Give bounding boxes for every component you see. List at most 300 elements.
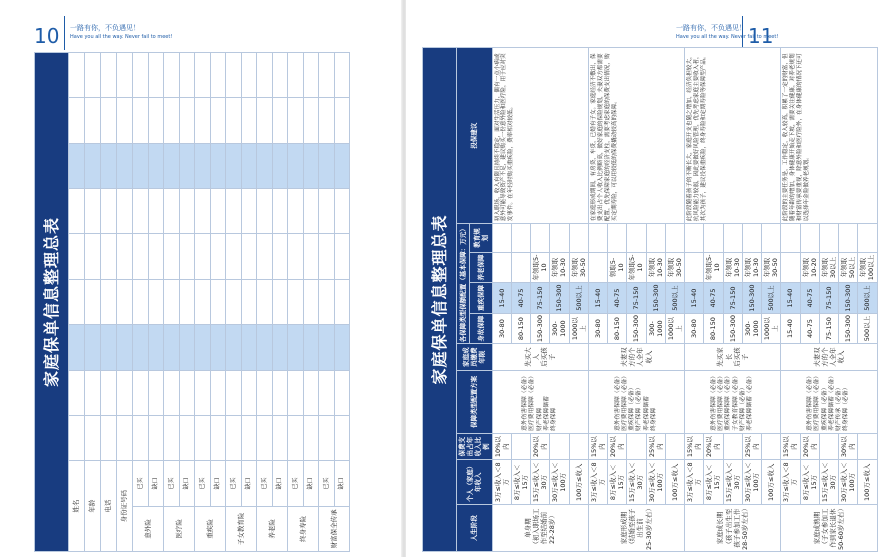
coverage-sub: 已买 [288, 461, 304, 506]
form-cell[interactable] [148, 189, 164, 234]
header-critical: 重疾保障 [470, 283, 493, 314]
critical-amount: 15-40 [588, 283, 607, 314]
form-cell[interactable] [117, 415, 133, 460]
edu-amount [569, 224, 588, 253]
budget-ratio [819, 433, 838, 459]
death-amount: 300-1000 [742, 313, 761, 344]
budget-ratio: 20%以内 [608, 433, 627, 459]
form-cell[interactable] [179, 234, 195, 279]
form-cell[interactable] [179, 98, 195, 143]
income-range: 100万≤收入 [665, 460, 684, 505]
payer-note: 夫妻双方的个人全年收入 [781, 344, 877, 370]
advice-text: 初入职场，收入有限且持续不稳定，面对生活压力，偶有一点小病或意外可能导致资产不足，建议购买一份意外险和医疗险，用于应对突发事件。在年轻时购买重疾险，费率相对较低。 [492, 48, 588, 224]
edu-amount [646, 224, 665, 253]
form-cell[interactable] [303, 279, 319, 324]
form-cell[interactable] [334, 370, 350, 415]
pension-amount: 年领取50以上 [839, 252, 858, 283]
death-amount: 500以上 [858, 313, 877, 344]
form-cell[interactable] [133, 53, 149, 98]
form-cell[interactable] [148, 415, 164, 460]
form-cell[interactable] [148, 143, 164, 188]
form-cell[interactable] [179, 415, 195, 460]
table-title: 家庭保单信息整理总表 [423, 48, 457, 552]
pension-amount: 年领取30-50 [569, 252, 588, 283]
death-amount: 150-300 [723, 313, 742, 344]
critical-amount: 150-300 [742, 283, 761, 314]
death-amount: 1000以上 [569, 313, 588, 344]
form-cell[interactable] [272, 325, 288, 370]
form-cell[interactable] [117, 279, 133, 324]
form-cell[interactable] [117, 325, 133, 370]
edu-amount [511, 224, 530, 253]
form-cell[interactable] [319, 234, 335, 279]
form-cell[interactable] [319, 143, 335, 188]
form-cell[interactable] [226, 325, 242, 370]
form-cell[interactable] [241, 53, 257, 98]
edu-amount [492, 224, 511, 253]
form-cell[interactable] [195, 98, 211, 143]
form-cell[interactable] [179, 53, 195, 98]
edu-amount [839, 224, 858, 253]
edu-amount [665, 224, 684, 253]
edu-amount [685, 224, 704, 253]
form-cell[interactable] [272, 370, 288, 415]
form-cell[interactable] [133, 189, 149, 234]
form-cell[interactable] [85, 415, 101, 460]
form-cell[interactable] [133, 98, 149, 143]
header-pension: 养老保障 [470, 252, 493, 283]
form-cell[interactable] [226, 279, 242, 324]
stage-name: 家庭成熟期 （子女参加工作到家长退休 50-60岁左右） [781, 505, 877, 552]
form-cell[interactable] [85, 189, 101, 234]
death-amount: 150-300 [531, 313, 550, 344]
form-title: 家庭保单信息整理总表 [35, 53, 69, 552]
form-cell[interactable] [117, 98, 133, 143]
form-cell[interactable] [164, 279, 180, 324]
form-cell[interactable] [288, 189, 304, 234]
form-cell[interactable] [195, 189, 211, 234]
header-budget: 保费支出占年收入比例 [457, 433, 493, 459]
form-cell[interactable] [148, 279, 164, 324]
form-cell[interactable] [85, 98, 101, 143]
form-cell[interactable] [241, 189, 257, 234]
critical-amount: 15-40 [685, 283, 704, 314]
income-range: 15万≤收入＜30万 [723, 460, 742, 505]
pension-amount: 年领取5-10 [627, 252, 646, 283]
form-cell[interactable] [319, 98, 335, 143]
pension-amount [588, 252, 607, 283]
form-cell[interactable] [303, 143, 319, 188]
form-cell[interactable] [334, 143, 350, 188]
budget-ratio [723, 433, 742, 459]
form-cell[interactable] [319, 279, 335, 324]
form-cell[interactable] [133, 279, 149, 324]
death-amount: 80-150 [704, 313, 723, 344]
form-cell[interactable] [117, 53, 133, 98]
form-cell[interactable] [241, 279, 257, 324]
income-range: 3万≤收入＜8万 [492, 460, 511, 505]
budget-ratio: 10%以内 [492, 433, 511, 459]
form-cell[interactable] [69, 98, 85, 143]
budget-ratio: 20%以内 [531, 433, 550, 459]
form-cell[interactable] [288, 98, 304, 143]
edu-amount [858, 224, 877, 253]
form-cell[interactable] [226, 234, 242, 279]
form-cell[interactable] [257, 234, 273, 279]
form-cell[interactable] [133, 325, 149, 370]
coverage-sub: 缺口 [272, 461, 288, 506]
form-cell[interactable] [257, 325, 273, 370]
form-cell[interactable] [164, 189, 180, 234]
edu-amount [627, 224, 646, 253]
budget-ratio: 20%以内 [800, 433, 819, 459]
edu-amount [762, 224, 781, 253]
death-amount: 80-150 [511, 313, 530, 344]
left-header [70, 23, 172, 40]
form-cell[interactable] [303, 98, 319, 143]
budget-ratio [627, 433, 646, 459]
left-form [34, 52, 364, 552]
form-cell[interactable] [334, 325, 350, 370]
form-cell[interactable] [133, 143, 149, 188]
form-cell[interactable] [334, 415, 350, 460]
stage-name: 家庭形成期 （结婚至孩子出生前 25-30岁左右） [588, 505, 684, 552]
advice-text: 此阶段随着孩子的不断长大，家庭开支也随之增加，经济负担较大，抗风险能力较弱，因此要做好风险管理，优先考虑家庭主要收入者，其次为孩子，建议投保重疾险，终身寿险和定期寿险等保障型产品。 [685, 48, 781, 224]
form-cell[interactable] [69, 234, 85, 279]
form-cell[interactable] [210, 325, 226, 370]
form-cell[interactable] [117, 143, 133, 188]
form-cell[interactable] [195, 53, 211, 98]
form-cell[interactable] [195, 279, 211, 324]
form-cell[interactable] [85, 325, 101, 370]
form-cell[interactable] [85, 234, 101, 279]
coverage-sub: 缺口 [241, 461, 257, 506]
form-cell[interactable] [288, 370, 304, 415]
income-range: 30万≤收入＜100万 [839, 460, 858, 505]
death-amount: 30-80 [492, 313, 511, 344]
critical-amount: 150-300 [839, 283, 858, 314]
form-cell[interactable] [334, 234, 350, 279]
critical-amount: 75-150 [531, 283, 550, 314]
form-cell[interactable] [257, 53, 273, 98]
field-label: 身份证号码 [117, 461, 133, 552]
critical-amount: 40-75 [511, 283, 530, 314]
income-range: 8万≤收入＜15万 [608, 460, 627, 505]
form-cell[interactable] [257, 189, 273, 234]
form-cell[interactable] [257, 279, 273, 324]
form-cell[interactable] [117, 234, 133, 279]
form-cell[interactable] [303, 415, 319, 460]
form-cell[interactable] [195, 415, 211, 460]
form-cell[interactable] [288, 415, 304, 460]
config-plan: 意外伤害保障（必备） 医疗费用保障（必备） 重疾保障（必备） 养老保障储蓄（必备） 财产传承（必备） 终身保障（必备） [781, 370, 877, 433]
critical-amount: 150-300 [646, 283, 665, 314]
coverage-group: 终身寿险 [288, 506, 319, 551]
form-cell[interactable] [241, 370, 257, 415]
form-cell[interactable] [210, 189, 226, 234]
form-cell[interactable] [69, 415, 85, 460]
income-range: 30万≤收入＜100万 [550, 460, 569, 505]
form-cell[interactable] [164, 234, 180, 279]
form-cell[interactable] [164, 415, 180, 460]
critical-amount: 150-300 [550, 283, 569, 314]
death-amount: 150-300 [627, 313, 646, 344]
form-cell[interactable] [257, 415, 273, 460]
form-cell[interactable] [164, 370, 180, 415]
form-cell[interactable] [226, 53, 242, 98]
edu-amount [588, 224, 607, 253]
form-cell[interactable] [148, 53, 164, 98]
coverage-group: 医疗险 [164, 506, 195, 551]
form-cell[interactable] [210, 415, 226, 460]
advice-text: 此阶段的主要任务是，工作稳定，收入较高，积累了一定的财富，但随着年龄的增加，身体健康开始走下坡，需要关注健康，对养老规划和财富传承要重视，除意外险和医疗险外，在身体健康的情况下还可以选择年金险做养老规划。 [781, 48, 877, 224]
form-cell[interactable] [272, 143, 288, 188]
income-range: 8万≤收入＜15万 [511, 460, 530, 505]
form-cell[interactable] [334, 189, 350, 234]
form-cell[interactable] [195, 234, 211, 279]
form-cell[interactable] [148, 370, 164, 415]
payer-note: 先买大人 后买孩子 [492, 344, 588, 370]
form-cell[interactable] [101, 98, 117, 143]
form-cell[interactable] [210, 370, 226, 415]
form-cell[interactable] [303, 53, 319, 98]
budget-ratio: 15%以内 [781, 433, 800, 459]
form-cell[interactable] [117, 189, 133, 234]
form-cell[interactable] [288, 234, 304, 279]
form-cell[interactable] [210, 98, 226, 143]
form-cell[interactable] [226, 370, 242, 415]
coverage-sub: 已买 [319, 461, 335, 506]
form-cell[interactable] [303, 189, 319, 234]
form-cell[interactable] [164, 98, 180, 143]
form-cell[interactable] [272, 234, 288, 279]
form-cell[interactable] [257, 370, 273, 415]
coverage-sub: 已买 [226, 461, 242, 506]
form-cell[interactable] [257, 98, 273, 143]
form-cell[interactable] [319, 370, 335, 415]
form-cell[interactable] [288, 53, 304, 98]
coverage-group: 养老险 [257, 506, 288, 551]
coverage-sub: 缺口 [334, 461, 350, 506]
form-cell[interactable] [69, 279, 85, 324]
death-amount: 30-80 [588, 313, 607, 344]
pension-amount: 年领取30以上 [819, 252, 838, 283]
form-cell[interactable] [164, 53, 180, 98]
form-cell[interactable] [195, 143, 211, 188]
income-range: 100万≤收入 [762, 460, 781, 505]
critical-amount: 40-75 [608, 283, 627, 314]
critical-amount: 500以上 [762, 283, 781, 314]
form-cell[interactable] [69, 370, 85, 415]
coverage-sub: 缺口 [210, 461, 226, 506]
form-cell[interactable] [334, 98, 350, 143]
coverage-sub: 缺口 [179, 461, 195, 506]
pension-amount [685, 252, 704, 283]
form-cell[interactable] [179, 143, 195, 188]
slogan: 一路有你，不负遇见！ [676, 24, 746, 32]
death-amount: 1000以上 [762, 313, 781, 344]
form-cell[interactable] [210, 279, 226, 324]
critical-amount: 40-75 [704, 283, 723, 314]
form-cell[interactable] [226, 415, 242, 460]
config-plan: 意外伤害保障（必备） 医疗费用保障（必备） 财产保障 养老保障储蓄 终身保障 [492, 370, 588, 433]
critical-amount: 500以上 [858, 283, 877, 314]
form-cell[interactable] [241, 415, 257, 460]
form-cell[interactable] [288, 143, 304, 188]
form-cell[interactable] [101, 189, 117, 234]
form-cell[interactable] [272, 279, 288, 324]
field-label: 姓名 [69, 461, 85, 552]
form-cell[interactable] [334, 279, 350, 324]
pension-amount: 年领取10-30 [550, 252, 569, 283]
budget-ratio [550, 433, 569, 459]
edu-amount [819, 224, 838, 253]
header-stage: 人生阶段 [457, 505, 493, 552]
critical-amount: 75-150 [723, 283, 742, 314]
form-cell[interactable] [85, 143, 101, 188]
form-cell[interactable] [148, 234, 164, 279]
form-cell[interactable] [288, 325, 304, 370]
form-cell[interactable] [133, 370, 149, 415]
form-cell[interactable] [69, 143, 85, 188]
budget-ratio [511, 433, 530, 459]
edu-amount [608, 224, 627, 253]
header-income: 个人（家庭）年收入 [457, 460, 493, 505]
form-cell[interactable] [179, 325, 195, 370]
form-cell[interactable] [179, 279, 195, 324]
form-cell[interactable] [272, 98, 288, 143]
coverage-sub: 已买 [133, 461, 149, 506]
pension-amount: 年领取100以上 [858, 252, 877, 283]
budget-ratio [762, 433, 781, 459]
form-cell[interactable] [101, 143, 117, 188]
form-cell[interactable] [164, 143, 180, 188]
coverage-sub: 已买 [164, 461, 180, 506]
edu-amount [550, 224, 569, 253]
pension-amount: 年领取10-30 [742, 252, 761, 283]
advice-text: 在家庭形成期间，有房贷，车贷，已婚有子女。家庭经济不敷出，保费支出占个人收入比例略高，做好家庭的保险规划，夫妻双方都需要配置，优先保障家庭的经济支柱，需要考虑家庭的保费支出情况，购买定期寿险，可以用较低的保费撬动较高的保障。 [588, 48, 684, 224]
form-cell[interactable] [69, 325, 85, 370]
income-range: 100万≤收入 [858, 460, 877, 505]
coverage-sub: 缺口 [303, 461, 319, 506]
form-cell[interactable] [226, 189, 242, 234]
edu-amount [531, 224, 550, 253]
coverage-group: 意外险 [133, 506, 164, 551]
form-cell[interactable] [133, 234, 149, 279]
pension-amount: 年领取30-50 [665, 252, 684, 283]
form-cell[interactable] [226, 143, 242, 188]
form-cell[interactable] [101, 415, 117, 460]
form-cell[interactable] [195, 325, 211, 370]
form-cell[interactable] [85, 370, 101, 415]
edu-amount [704, 224, 723, 253]
field-label: 电话 [101, 461, 117, 552]
form-cell[interactable] [101, 370, 117, 415]
pension-amount: 年领取10-30 [646, 252, 665, 283]
pension-amount: 年领取5-10 [704, 252, 723, 283]
payer-note: 先买家长 后买孩子 [685, 344, 781, 370]
income-range: 15万≤收入＜30万 [531, 460, 550, 505]
form-cell[interactable] [210, 234, 226, 279]
form-cell[interactable] [303, 325, 319, 370]
field-label: 年龄 [85, 461, 101, 552]
form-cell[interactable] [241, 143, 257, 188]
form-cell[interactable] [257, 143, 273, 188]
pension-amount [492, 252, 511, 283]
form-cell[interactable] [319, 53, 335, 98]
critical-amount: 75-150 [627, 283, 646, 314]
form-cell[interactable] [241, 325, 257, 370]
income-range: 3万≤收入＜8万 [685, 460, 704, 505]
form-cell[interactable] [148, 98, 164, 143]
critical-amount: 500以上 [569, 283, 588, 314]
form-cell[interactable] [319, 189, 335, 234]
form-cell[interactable] [195, 370, 211, 415]
budget-ratio: 30%以内 [839, 433, 858, 459]
critical-amount: 75-150 [819, 283, 838, 314]
form-cell[interactable] [101, 279, 117, 324]
form-cell[interactable] [210, 53, 226, 98]
form-cell[interactable] [334, 53, 350, 98]
stage-name: 家庭成长期 （孩子出生至孩子参加工作 28-50岁左右） [685, 505, 781, 552]
form-cell[interactable] [164, 325, 180, 370]
form-cell[interactable] [210, 143, 226, 188]
pension-amount: 年领取5-10 [531, 252, 550, 283]
critical-amount: 500以上 [665, 283, 684, 314]
form-cell[interactable] [272, 53, 288, 98]
income-range: 15万≤收入＜30万 [819, 460, 838, 505]
slogan-en: Have you all the way. Never fail to meet! [70, 34, 173, 40]
slogan-en: Have you all the way. Never fail to meet! [676, 34, 779, 40]
stage-name: 单身期 （初入职场工作至结婚前 22-28岁） [492, 505, 588, 552]
right-table [422, 47, 876, 552]
form-cell[interactable] [303, 234, 319, 279]
income-range: 8万≤收入＜15万 [704, 460, 723, 505]
slogan: 一路有你，不负遇见！ [70, 24, 140, 32]
coverage-sub: 缺口 [148, 461, 164, 506]
form-cell[interactable] [288, 279, 304, 324]
right-page [406, 0, 876, 557]
form-cell[interactable] [148, 325, 164, 370]
pension-amount [511, 252, 530, 283]
form-cell[interactable] [179, 189, 195, 234]
form-cell[interactable] [319, 325, 335, 370]
form-cell[interactable] [241, 98, 257, 143]
form-cell[interactable] [319, 415, 335, 460]
death-amount: 40-75 [800, 313, 819, 344]
form-cell[interactable] [226, 98, 242, 143]
form-cell[interactable] [241, 234, 257, 279]
form-cell[interactable] [179, 370, 195, 415]
form-cell[interactable] [272, 415, 288, 460]
form-cell[interactable] [69, 189, 85, 234]
income-range: 3万≤收入＜8万 [781, 460, 800, 505]
form-cell[interactable] [303, 370, 319, 415]
header-death: 身故保障 [470, 313, 493, 344]
form-cell[interactable] [85, 53, 101, 98]
left-page-number: 10 [34, 24, 60, 48]
death-amount: 15-40 [781, 313, 800, 344]
form-cell[interactable] [101, 53, 117, 98]
form-cell[interactable] [101, 234, 117, 279]
form-cell[interactable] [101, 325, 117, 370]
form-cell[interactable] [272, 189, 288, 234]
form-cell[interactable] [85, 279, 101, 324]
form-cell[interactable] [69, 53, 85, 98]
form-cell[interactable] [133, 415, 149, 460]
form-cell[interactable] [117, 370, 133, 415]
income-range: 30万≤收入＜100万 [646, 460, 665, 505]
